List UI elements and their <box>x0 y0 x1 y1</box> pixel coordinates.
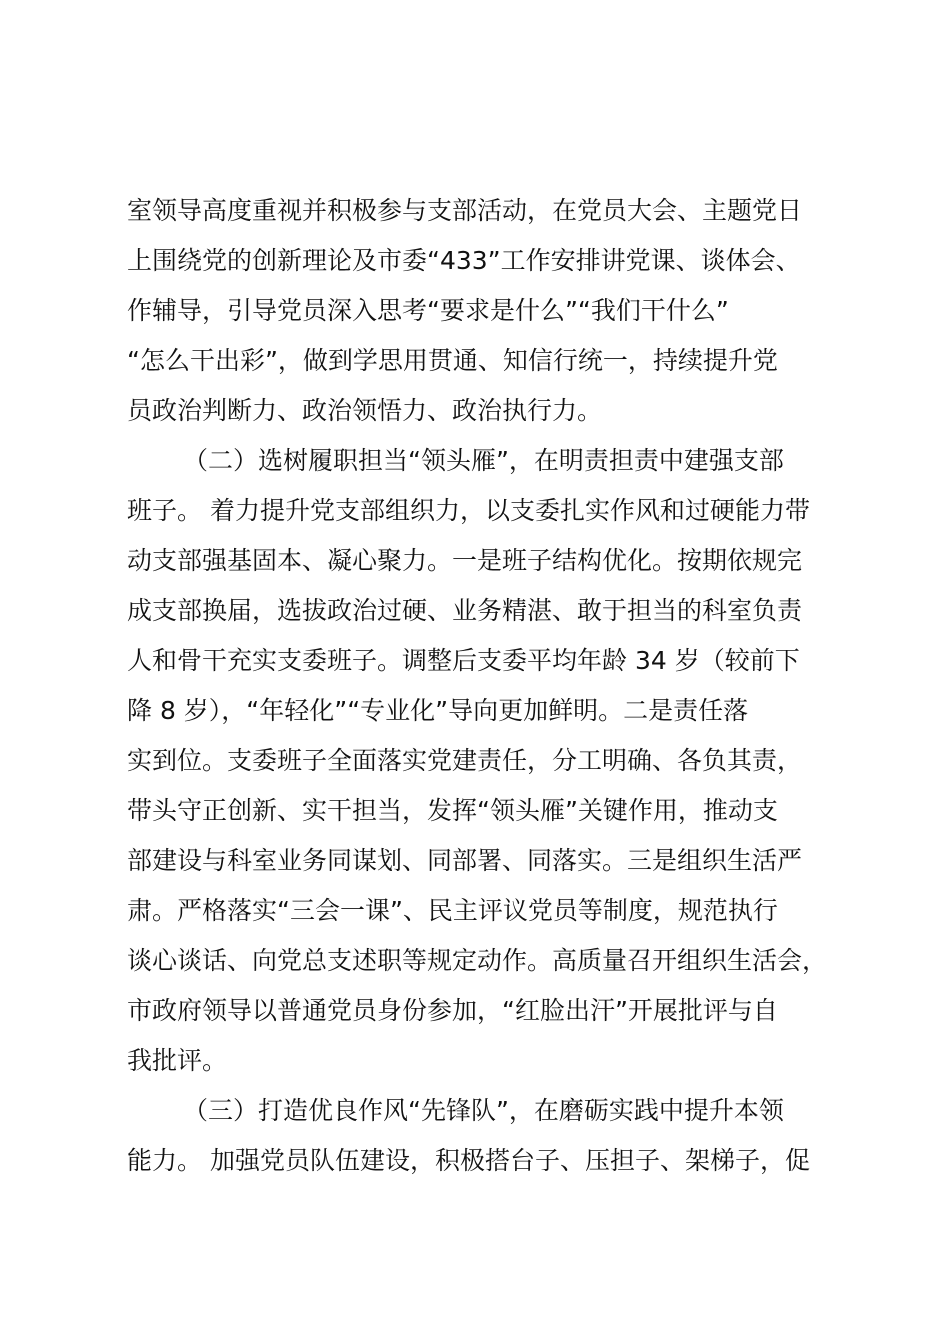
text-line: 肃。严格落实“三会一课”、民主评议党员等制度，规范执行 <box>127 896 778 925</box>
text-line: 作辅导，引导党员深入思考“要求是什么”“我们干什么” <box>127 296 729 325</box>
text-line: （二）选树履职担当“领头雁”，在明责担责中建强支部 <box>183 446 784 475</box>
text-line: 实到位。支委班子全面落实党建责任，分工明确、各负其责， <box>127 746 803 775</box>
text-line: 动支部强基固本、凝心聚力。一是班子结构优化。按期依规完 <box>127 546 803 575</box>
text-line: 降 8 岁），“年轻化”“专业化”导向更加鲜明。二是责任落 <box>127 696 749 725</box>
text-line: 人和骨干充实支委班子。调整后支委平均年龄 34 岁（较前下 <box>127 646 800 675</box>
text-line: 部建设与科室业务同谋划、同部署、同落实。三是组织生活严 <box>127 846 803 875</box>
text-line: 班子。 着力提升党支部组织力，以支委扎实作风和过硬能力带 <box>127 496 810 525</box>
text-line: 带头守正创新、实干担当，发挥“领头雁”关键作用，推动支 <box>127 796 778 825</box>
text-line: （三）打造优良作风“先锋队”，在磨砺实践中提升本领 <box>183 1096 784 1125</box>
document-body <box>127 186 837 1186</box>
text-line: 上围绕党的创新理论及市委“433”工作安排讲党课、谈体会、 <box>127 246 801 275</box>
text-line: 员政治判断力、政治领悟力、政治执行力。 <box>127 396 603 425</box>
text-line: 能力。 加强党员队伍建设，积极搭台子、压担子、架梯子，促 <box>127 1146 810 1175</box>
text-line: “怎么干出彩”，做到学思用贯通、知信行统一，持续提升党 <box>127 346 778 375</box>
text-line: 我批评。 <box>127 1046 228 1075</box>
text-line: 室领导高度重视并积极参与支部活动，在党员大会、主题党日 <box>127 196 803 225</box>
text-line: 市政府领导以普通党员身份参加，“红脸出汗”开展批评与自 <box>127 996 778 1025</box>
text-line: 成支部换届，选拔政治过硬、业务精湛、敢于担当的科室负责 <box>127 596 803 625</box>
text-line: 谈心谈话、向党总支述职等规定动作。高质量召开组织生活会， <box>127 946 828 975</box>
